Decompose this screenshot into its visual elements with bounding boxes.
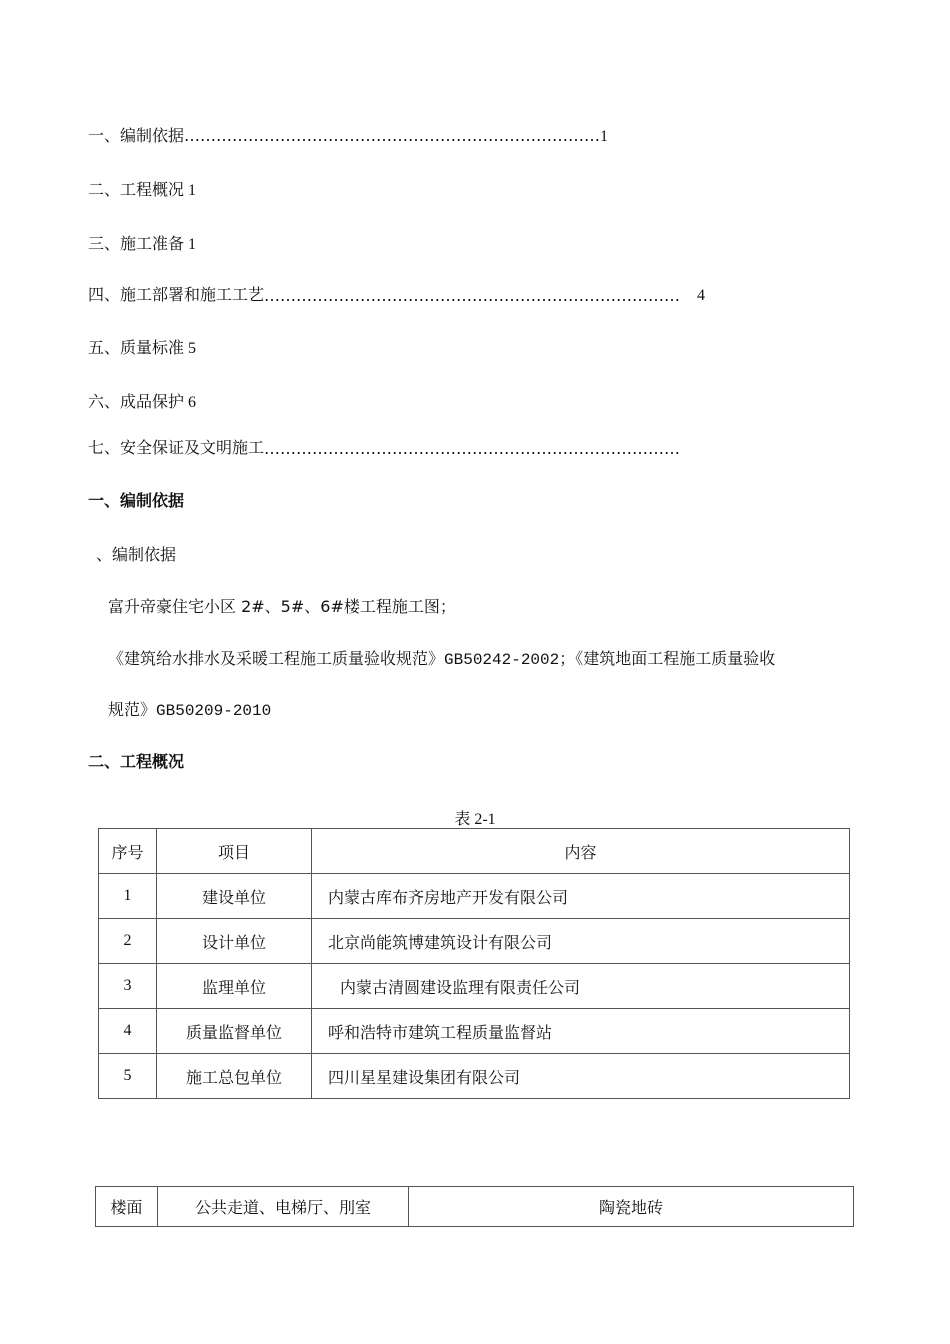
basis-line-3: 规范》GB50209-2010 xyxy=(108,700,272,720)
table-row xyxy=(99,964,850,1009)
cell-content: 内蒙古清圆建设监理有限责任公司 xyxy=(312,964,850,1009)
cell-item: 监理单位 xyxy=(157,964,312,1009)
table-row xyxy=(99,919,850,964)
toc-item-5[interactable]: 五、质量标准 5 xyxy=(88,338,197,357)
cell-category: 楼面 xyxy=(96,1187,158,1227)
toc-item-1[interactable]: 一、编制依据……………………………………………………………………1 xyxy=(88,126,609,145)
cell-content: 呼和浩特市建筑工程质量监督站 xyxy=(312,1009,850,1054)
header-cell: 项目 xyxy=(157,829,312,874)
project-info-table xyxy=(98,828,850,1099)
subheading-basis: 、编制依据 xyxy=(96,545,177,564)
table-row xyxy=(99,1009,850,1054)
cell-index: 5 xyxy=(99,1054,157,1099)
cell-index: 1 xyxy=(99,874,157,919)
cell-item: 施工总包单位 xyxy=(157,1054,312,1099)
toc-item-2[interactable]: 二、工程概况 1 xyxy=(88,180,197,199)
cell-item: 质量监督单位 xyxy=(157,1009,312,1054)
header-cell: 内容 xyxy=(312,829,850,874)
header-cell: 序号 xyxy=(99,829,157,874)
toc-item-6[interactable]: 六、成品保护 6 xyxy=(88,392,197,411)
cell-item: 建设单位 xyxy=(157,874,312,919)
basis-line-2: 《建筑给水排水及采暖工程施工质量验收规范》GB50242-2002；《建筑地面工程施工质量验收 xyxy=(108,649,776,669)
toc-item-4[interactable]: 四、施工部署和施工工艺…………………………………………………………………… 4 xyxy=(88,285,706,305)
cell-material: 陶瓷地砖 xyxy=(409,1187,854,1227)
section-heading-overview: 二、工程概况 xyxy=(88,752,185,771)
cell-area: 公共走道、电梯厅、刖室 xyxy=(158,1187,409,1227)
cell-item: 设计单位 xyxy=(157,919,312,964)
cell-content: 四川星星建设集团有限公司 xyxy=(312,1054,850,1099)
table-caption: 表 2-1 xyxy=(454,811,496,828)
cell-content: 北京尚能筑博建筑设计有限公司 xyxy=(312,919,850,964)
section-heading-basis: 一、编制依据 xyxy=(88,491,185,510)
floor-finish-table xyxy=(95,1186,854,1227)
cell-content: 内蒙古库布齐房地产开发有限公司 xyxy=(312,874,850,919)
cell-index: 4 xyxy=(99,1009,157,1054)
toc-item-3[interactable]: 三、施工准备 1 xyxy=(88,234,197,253)
basis-line-1: 富升帝豪住宅小区 2#、5#、6#楼工程施工图； xyxy=(108,597,456,616)
toc-item-7[interactable]: 七、安全保证及文明施工…………………………………………………………………… xyxy=(88,438,681,458)
table-row xyxy=(99,874,850,919)
table-header-row xyxy=(99,829,850,874)
cell-index: 2 xyxy=(99,919,157,964)
table-row xyxy=(99,1054,850,1099)
cell-index: 3 xyxy=(99,964,157,1009)
table-row xyxy=(96,1187,854,1227)
